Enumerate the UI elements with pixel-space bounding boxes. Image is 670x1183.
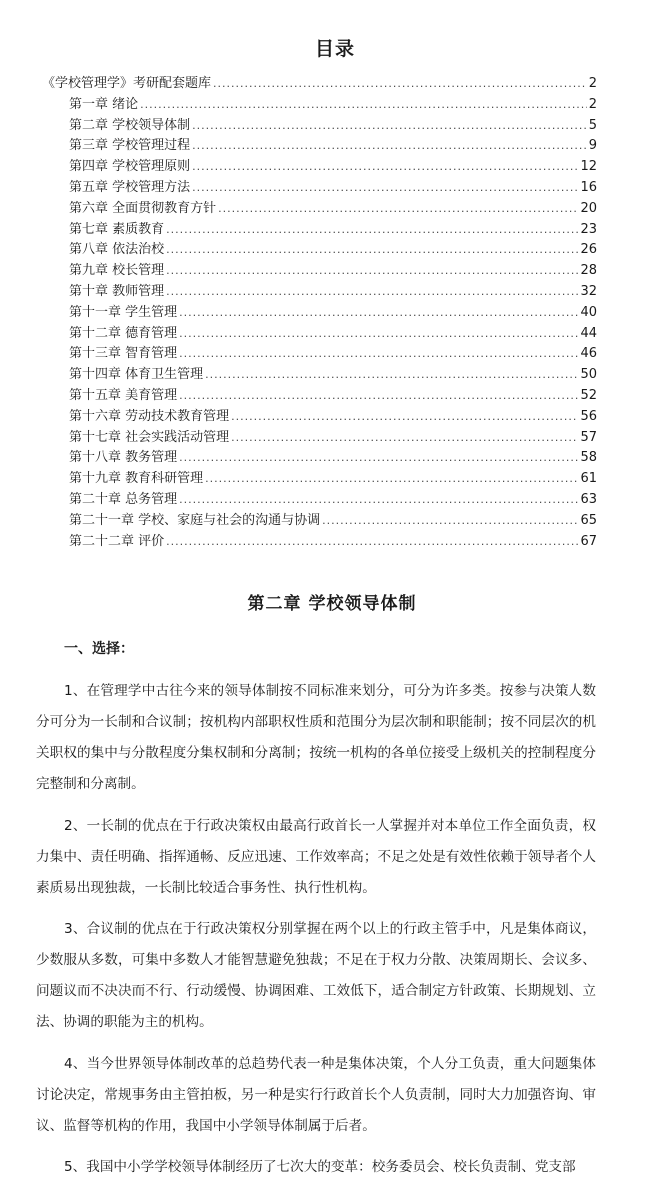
toc-entry[interactable]	[69, 365, 597, 385]
toc-entry-page: 2	[588, 96, 597, 112]
toc-entry[interactable]	[69, 469, 597, 489]
toc-leader-dots	[166, 261, 578, 281]
toc-entry-label: 第十二章 德育管理	[69, 325, 178, 341]
toc-entry-label: 第十章 教师管理	[69, 284, 165, 299]
toc-entry[interactable]	[69, 490, 597, 510]
toc-entry-page: 5	[588, 117, 597, 133]
toc-leader-dots	[218, 199, 578, 219]
toc-entry-page: 56	[580, 408, 597, 424]
toc-leader-dots	[231, 428, 578, 448]
toc-leader-dots	[166, 220, 578, 240]
toc-entry-label: 第二十章 总务管理	[69, 492, 178, 507]
toc-entry-label: 第十九章 教育科研管理	[69, 471, 204, 487]
toc-entry[interactable]	[69, 95, 597, 115]
toc-entry-page: 44	[580, 325, 597, 341]
toc-entry-page: 23	[580, 221, 597, 237]
toc-leader-dots	[205, 469, 578, 489]
toc-entry[interactable]	[69, 136, 597, 156]
toc-entry-label: 第二十一章 学校、家庭与社会的沟通与协调	[69, 512, 321, 528]
paragraph-3: 3、合议制的优点在于行政决策权分别掌握在两个以上的行政主管手中，凡是集体商议，少数服从多数，可集中多数人才能智慧避免独裁；不足在于权力分散、决策周期长、会议多、问题议而不决决而不行、行动缓慢、协调困难、工效低下，适合制定方针政策、长期规划、立法、协调的职能为主的机构。	[36, 921, 596, 1030]
toc-leader-dots	[179, 344, 578, 364]
toc-entry-label: 第八章 依法治校	[69, 242, 165, 258]
toc-entry-label: 《学校管理学》考研配套题库	[42, 76, 212, 91]
toc-leader-dots	[322, 511, 578, 531]
toc-entry-page: 32	[580, 284, 597, 299]
toc-entry[interactable]	[69, 448, 597, 468]
toc-entry-page: 9	[588, 138, 597, 154]
toc-leader-dots	[140, 95, 587, 115]
toc-leader-dots	[179, 386, 578, 406]
toc-leader-dots	[192, 136, 587, 156]
toc-entry-label: 第十八章 教务管理	[69, 450, 178, 466]
toc-entry[interactable]	[69, 220, 597, 240]
toc-entry[interactable]	[69, 261, 597, 281]
toc-entry[interactable]	[69, 407, 597, 427]
chapter-title: 第二章 学校领导体制	[247, 594, 417, 614]
toc-entry[interactable]	[69, 511, 597, 531]
toc-entry-label: 第十四章 体育卫生管理	[69, 367, 204, 383]
toc-entry[interactable]	[69, 199, 597, 219]
section-heading: 一、选择：	[64, 641, 134, 657]
toc-entry[interactable]	[69, 428, 597, 448]
toc-entry-page: 57	[580, 429, 597, 445]
paragraph-1: 1、在管理学中古往今来的领导体制按不同标准来划分，可分为许多类。按参与决策人数分可分为一长制和合议制；按机构内部职权性质和范围分为层次制和职能制；按不同层次的机关职权的集中与分散程度分集权制和分离制；按统一机构的各单位接受上级机关的控制程度分完整制和分离制。	[36, 683, 596, 792]
toc-leader-dots	[192, 157, 578, 177]
toc-leader-dots	[179, 490, 578, 510]
toc-leader-dots	[192, 178, 578, 198]
toc-entry[interactable]	[69, 324, 597, 344]
toc-entry-page: 28	[580, 263, 597, 279]
toc-entry-page: 67	[580, 533, 597, 549]
toc-entry[interactable]	[69, 282, 597, 302]
toc-entry[interactable]	[42, 74, 597, 94]
toc-entry-label: 第二十二章 评价	[69, 533, 165, 549]
toc-entry-label: 第五章 学校管理方法	[69, 180, 191, 195]
toc-entry[interactable]	[69, 178, 597, 198]
toc-title: 目录	[314, 38, 355, 60]
toc-entry-page: 40	[580, 304, 597, 320]
toc-leader-dots	[213, 74, 587, 94]
toc-entry[interactable]	[69, 303, 597, 323]
toc-entry-label: 第十五章 美育管理	[69, 388, 178, 403]
toc-entry-label: 第一章 绪论	[69, 96, 139, 112]
toc-entry-page: 16	[580, 180, 597, 195]
toc-leader-dots	[166, 532, 578, 552]
toc-leader-dots	[179, 448, 578, 468]
toc-entry[interactable]	[69, 240, 597, 260]
toc-entry-page: 58	[580, 450, 597, 466]
toc-entry-page: 63	[580, 492, 597, 507]
toc-entry-page: 52	[580, 388, 597, 403]
toc-entry-page: 65	[580, 512, 597, 528]
toc-entry-page: 20	[580, 200, 597, 216]
toc-entry[interactable]	[69, 344, 597, 364]
toc-entry[interactable]	[69, 116, 597, 136]
toc-entry-page: 50	[580, 367, 597, 383]
paragraph-5: 5、我国中小学学校领导体制经历了七次大的变革：校务委员会、校长负责制、党支部	[64, 1159, 576, 1175]
paragraph-2: 2、一长制的优点在于行政决策权由最高行政首长一人掌握并对本单位工作全面负责，权力集中、责任明确、指挥通畅、反应迅速、工作效率高；不足之处是有效性依赖于领导者个人素质易出现独裁，一长制比较适合事务性、执行性机构。	[36, 818, 596, 896]
toc-entry-page: 2	[588, 76, 597, 91]
toc-entry-label: 第十七章 社会实践活动管理	[69, 429, 230, 445]
toc-leader-dots	[205, 365, 578, 385]
toc-entry[interactable]	[69, 386, 597, 406]
toc-leader-dots	[231, 407, 578, 427]
toc-entry-page: 12	[580, 159, 597, 175]
toc-leader-dots	[192, 116, 587, 136]
toc-entry-label: 第九章 校长管理	[69, 263, 165, 279]
toc-leader-dots	[179, 324, 578, 344]
toc-entry-page: 61	[580, 471, 597, 487]
toc-entry-label: 第十三章 智育管理	[69, 346, 178, 362]
toc-entry-label: 第十六章 劳动技术教育管理	[69, 408, 230, 424]
paragraph-4: 4、当今世界领导体制改革的总趋势代表一种是集体决策，个人分工负责，重大问题集体讨论决定，常规事务由主管拍板，另一种是实行行政首长个人负责制，同时大力加强咨询、审议、监督等机构的作用，我国中小学领导体制属于后者。	[36, 1056, 596, 1134]
toc-entry-label: 第三章 学校管理过程	[69, 138, 191, 154]
toc-entry-label: 第十一章 学生管理	[69, 304, 178, 320]
toc-leader-dots	[166, 240, 578, 260]
toc-entry[interactable]	[69, 532, 597, 552]
toc-entry-page: 26	[580, 242, 597, 258]
toc-entry-page: 46	[580, 346, 597, 362]
toc-entry-label: 第二章 学校领导体制	[69, 117, 191, 133]
toc-entry[interactable]	[69, 157, 597, 177]
toc-entry-label: 第六章 全面贯彻教育方针	[69, 200, 217, 216]
toc-entry-label: 第七章 素质教育	[69, 221, 165, 237]
toc-entry-label: 第四章 学校管理原则	[69, 159, 191, 175]
toc-leader-dots	[166, 282, 578, 302]
toc-leader-dots	[179, 303, 578, 323]
